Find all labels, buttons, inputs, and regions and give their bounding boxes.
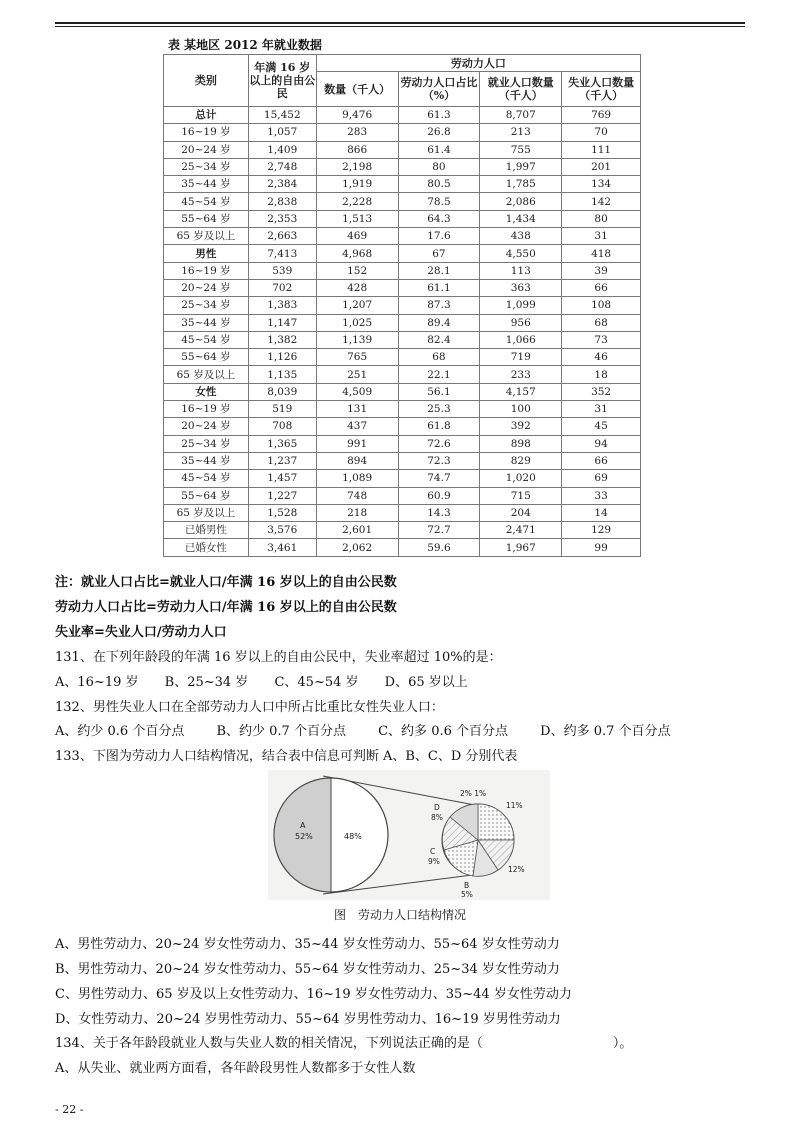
cell-employed: 438 [480,228,562,245]
cell-labor-count: 131 [316,401,398,418]
row-category: 25~34 岁 [164,297,249,314]
cell-employed: 715 [480,487,562,504]
note-employment-ratio: 注：就业人口占比=就业人口/年满 16 岁以上的自由公民数 [55,575,397,590]
cell-labor-ratio: 61.4 [398,141,480,158]
cell-employed: 1,997 [480,158,562,175]
option-b: B、25~34 岁 [164,675,249,690]
cell-labor-count: 748 [316,487,398,504]
small-pie-label-d: D [434,803,440,812]
cell-unemployed: 769 [562,107,641,124]
cell-employed: 755 [480,141,562,158]
note-labor-ratio: 劳动力人口占比=劳动力人口/年满 16 岁以上的自由公民数 [55,600,397,615]
cell-unemployed: 69 [562,470,641,487]
question-131-options [55,671,490,690]
cell-unemployed: 352 [562,383,641,400]
cell-labor-count: 2,228 [316,193,398,210]
header-labor-count: 数量（千人） [316,72,398,107]
table-row [164,176,641,193]
row-category: 45~54 岁 [164,193,249,210]
cell-unemployed: 111 [562,141,641,158]
cell-unemployed: 108 [562,297,641,314]
table-row [164,107,641,124]
cell-labor-ratio: 89.4 [398,314,480,331]
row-category: 35~44 岁 [164,452,249,469]
cell-unemployed: 99 [562,539,641,556]
cell-citizens: 2,353 [248,210,316,227]
big-pie-label-a-pct: 52% [295,832,313,841]
option-c: C、45~54 岁 [274,675,359,690]
row-category: 45~54 岁 [164,470,249,487]
cell-labor-ratio: 61.3 [398,107,480,124]
cell-citizens: 1,147 [248,314,316,331]
cell-labor-ratio: 80 [398,158,480,175]
cell-citizens: 3,576 [248,522,316,539]
small-pie-label-d-pct: 8% [431,813,443,822]
cell-citizens: 15,452 [248,107,316,124]
cell-labor-count: 469 [316,228,398,245]
table-row [164,279,641,296]
table-row [164,452,641,469]
table-row [164,193,641,210]
cell-labor-count: 437 [316,418,398,435]
cell-labor-count: 894 [316,452,398,469]
header-employed: 就业人口数量（千人） [480,72,562,107]
question-133-option-d: D、女性劳动力、20~24 岁男性劳动力、55~64 岁男性劳动力、16~19 岁男性劳动力 [55,1012,561,1027]
note-unemployment-rate: 失业率=失业人口/劳动力人口 [55,625,227,640]
row-category: 55~64 岁 [164,349,249,366]
row-category: 35~44 岁 [164,314,249,331]
cell-employed: 2,086 [480,193,562,210]
row-category: 女性 [164,383,249,400]
cell-unemployed: 80 [562,210,641,227]
cell-labor-ratio: 61.8 [398,418,480,435]
cell-unemployed: 33 [562,487,641,504]
row-category: 男性 [164,245,249,262]
cell-unemployed: 94 [562,435,641,452]
cell-labor-ratio: 28.1 [398,262,480,279]
cell-unemployed: 18 [562,366,641,383]
option-c: C、约多 0.6 个百分点 [378,724,508,739]
cell-citizens: 2,748 [248,158,316,175]
table-row [164,349,641,366]
small-pie-label-c: C [430,847,436,856]
cell-unemployed: 418 [562,245,641,262]
table-caption: 表 某地区 2012 年就业数据 [168,38,322,52]
table-row [164,124,641,141]
cell-labor-count: 866 [316,141,398,158]
cell-labor-count: 991 [316,435,398,452]
table-row [164,141,641,158]
cell-labor-ratio: 82.4 [398,331,480,348]
cell-employed: 719 [480,349,562,366]
table-row [164,504,641,521]
cell-labor-ratio: 14.3 [398,504,480,521]
table-row [164,210,641,227]
small-pie-label-b-pct: 5% [461,890,473,899]
cell-employed: 100 [480,401,562,418]
cell-labor-count: 765 [316,349,398,366]
cell-labor-count: 152 [316,262,398,279]
cell-citizens: 1,409 [248,141,316,158]
big-pie-label-b-pct: 48% [344,832,362,841]
cell-citizens: 1,457 [248,470,316,487]
cell-citizens: 519 [248,401,316,418]
page-number: - 22 - [55,1103,84,1116]
question-134: 134、关于各年龄段就业人数与失业人数的相关情况，下列说法正确的是（ ）。 [55,1036,633,1051]
cell-labor-ratio: 61.1 [398,279,480,296]
cell-labor-ratio: 56.1 [398,383,480,400]
cell-unemployed: 39 [562,262,641,279]
option-d: D、约多 0.7 个百分点 [540,724,671,739]
top-rule-thin [55,26,745,27]
cell-labor-ratio: 72.7 [398,522,480,539]
question-133-option-a: A、男性劳动力、20~24 岁女性劳动力、35~44 岁女性劳动力、55~64 岁女性劳动力 [55,937,560,952]
cell-unemployed: 134 [562,176,641,193]
cell-employed: 4,550 [480,245,562,262]
cell-citizens: 1,057 [248,124,316,141]
cell-labor-ratio: 74.7 [398,470,480,487]
cell-labor-count: 4,509 [316,383,398,400]
cell-citizens: 3,461 [248,539,316,556]
table-row [164,158,641,175]
cell-unemployed: 31 [562,401,641,418]
row-category: 已婚男性 [164,522,249,539]
question-133-option-b: B、男性劳动力、20~24 岁女性劳动力、55~64 岁女性劳动力、25~34 岁女性劳动力 [55,962,560,977]
cell-labor-count: 1,207 [316,297,398,314]
cell-employed: 1,099 [480,297,562,314]
row-category: 65 岁及以上 [164,504,249,521]
cell-citizens: 7,413 [248,245,316,262]
table-row [164,228,641,245]
cell-citizens: 1,237 [248,452,316,469]
table-row [164,366,641,383]
row-category: 55~64 岁 [164,487,249,504]
table-row [164,418,641,435]
cell-labor-count: 2,601 [316,522,398,539]
cell-labor-ratio: 67 [398,245,480,262]
cell-unemployed: 73 [562,331,641,348]
cell-employed: 392 [480,418,562,435]
header-category: 类别 [164,55,249,107]
cell-unemployed: 46 [562,349,641,366]
cell-employed: 1,020 [480,470,562,487]
cell-labor-ratio: 68 [398,349,480,366]
cell-citizens: 8,039 [248,383,316,400]
cell-citizens: 1,135 [248,366,316,383]
cell-labor-count: 218 [316,504,398,521]
cell-labor-ratio: 72.3 [398,452,480,469]
cell-citizens: 1,383 [248,297,316,314]
row-category: 55~64 岁 [164,210,249,227]
option-a: A、16~19 岁 [55,675,139,690]
table-row [164,262,641,279]
employment-table [163,54,641,557]
cell-employed: 956 [480,314,562,331]
cell-employed: 113 [480,262,562,279]
cell-employed: 1,066 [480,331,562,348]
cell-unemployed: 45 [562,418,641,435]
cell-labor-count: 1,513 [316,210,398,227]
table-row [164,487,641,504]
question-134-option-a: A、从失业、就业两方面看，各年龄段男性人数都多于女性人数 [55,1061,416,1076]
row-category: 16~19 岁 [164,262,249,279]
cell-unemployed: 129 [562,522,641,539]
row-category: 总计 [164,107,249,124]
cell-unemployed: 142 [562,193,641,210]
cell-unemployed: 31 [562,228,641,245]
option-a: A、约少 0.6 个百分点 [55,724,185,739]
cell-employed: 363 [480,279,562,296]
table-row [164,539,641,556]
small-pie-label-c-pct: 9% [428,857,440,866]
table-body [164,107,641,557]
cell-employed: 8,707 [480,107,562,124]
row-category: 20~24 岁 [164,141,249,158]
cell-labor-count: 2,198 [316,158,398,175]
cell-employed: 204 [480,504,562,521]
cell-citizens: 1,227 [248,487,316,504]
cell-citizens: 708 [248,418,316,435]
question-133-option-c: C、男性劳动力、65 岁及以上女性劳动力、16~19 岁女性劳动力、35~44 岁女性劳动力 [55,987,572,1002]
cell-labor-count: 251 [316,366,398,383]
table-row [164,401,641,418]
header-labor-ratio: 劳动力人口占比（%） [398,72,480,107]
row-category: 65 岁及以上 [164,366,249,383]
cell-labor-count: 283 [316,124,398,141]
row-category: 20~24 岁 [164,418,249,435]
table-row [164,435,641,452]
cell-labor-count: 428 [316,279,398,296]
cell-labor-count: 4,968 [316,245,398,262]
small-pie-label-b: B [464,881,470,890]
cell-employed: 1,967 [480,539,562,556]
cell-citizens: 2,838 [248,193,316,210]
cell-citizens: 539 [248,262,316,279]
cell-labor-ratio: 78.5 [398,193,480,210]
table-row [164,383,641,400]
top-rule [55,22,745,24]
cell-employed: 898 [480,435,562,452]
cell-employed: 1,785 [480,176,562,193]
cell-employed: 1,434 [480,210,562,227]
cell-unemployed: 70 [562,124,641,141]
cell-citizens: 1,126 [248,349,316,366]
small-pie-label-bottom-right: 12% [508,865,525,874]
row-category: 20~24 岁 [164,279,249,296]
row-category: 45~54 岁 [164,331,249,348]
cell-citizens: 702 [248,279,316,296]
row-category: 25~34 岁 [164,158,249,175]
table-row [164,245,641,262]
cell-labor-ratio: 22.1 [398,366,480,383]
header-citizens: 年满 16 岁以上的自由公民 [248,55,316,107]
figure-caption: 图 劳动力人口结构情况 [333,908,466,922]
cell-labor-ratio: 87.3 [398,297,480,314]
row-category: 35~44 岁 [164,176,249,193]
cell-citizens: 2,384 [248,176,316,193]
table-row [164,331,641,348]
cell-labor-count: 9,476 [316,107,398,124]
header-labor-group: 劳动力人口 [316,55,640,72]
question-131: 131、在下列年龄段的年满 16 岁以上的自由公民中，失业率超过 10%的是： [55,650,502,665]
cell-labor-ratio: 59.6 [398,539,480,556]
cell-labor-ratio: 26.8 [398,124,480,141]
cell-employed: 2,471 [480,522,562,539]
table-row [164,522,641,539]
table-row [164,297,641,314]
question-132: 132、男性失业人口在全部劳动力人口中所占比重比女性失业人口： [55,700,444,715]
cell-citizens: 2,663 [248,228,316,245]
cell-labor-count: 1,089 [316,470,398,487]
cell-unemployed: 14 [562,504,641,521]
cell-employed: 829 [480,452,562,469]
cell-labor-count: 1,919 [316,176,398,193]
cell-labor-ratio: 25.3 [398,401,480,418]
cell-unemployed: 68 [562,314,641,331]
row-category: 已婚女性 [164,539,249,556]
big-pie-label-a: A [300,821,306,830]
small-pie-label-top: 2% 1% [460,789,487,798]
option-d: D、65 岁以上 [384,675,468,690]
cell-labor-count: 1,139 [316,331,398,348]
row-category: 25~34 岁 [164,435,249,452]
cell-unemployed: 66 [562,279,641,296]
labor-structure-figure [268,770,550,900]
cell-employed: 4,157 [480,383,562,400]
table-row [164,470,641,487]
row-category: 65 岁及以上 [164,228,249,245]
table-row [164,314,641,331]
cell-labor-ratio: 17.6 [398,228,480,245]
cell-unemployed: 201 [562,158,641,175]
cell-labor-ratio: 60.9 [398,487,480,504]
cell-labor-ratio: 64.3 [398,210,480,227]
cell-employed: 233 [480,366,562,383]
option-b: B、约少 0.7 个百分点 [216,724,346,739]
small-pie-label-right: 11% [506,801,523,810]
cell-citizens: 1,528 [248,504,316,521]
cell-citizens: 1,382 [248,331,316,348]
cell-labor-ratio: 80.5 [398,176,480,193]
labor-structure-diagram [268,770,550,900]
row-category: 16~19 岁 [164,124,249,141]
cell-labor-count: 2,062 [316,539,398,556]
cell-labor-ratio: 72.6 [398,435,480,452]
cell-employed: 213 [480,124,562,141]
row-category: 16~19 岁 [164,401,249,418]
question-132-options [55,720,671,739]
cell-labor-count: 1,025 [316,314,398,331]
header-unemployed: 失业人口数量（千人） [562,72,641,107]
question-133: 133、下图为劳动力人口结构情况，结合表中信息可判断 A、B、C、D 分别代表 [55,749,518,764]
cell-unemployed: 66 [562,452,641,469]
cell-citizens: 1,365 [248,435,316,452]
